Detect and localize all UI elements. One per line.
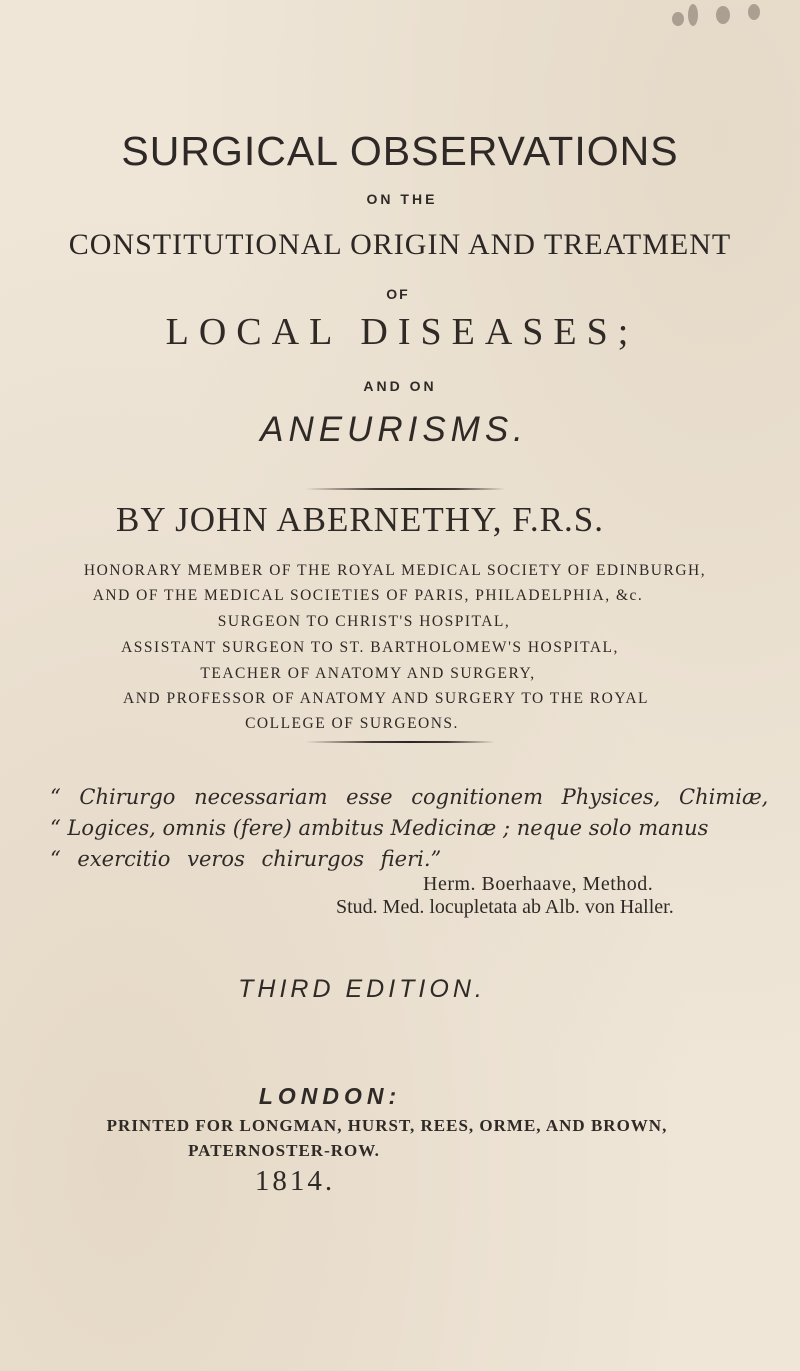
ink-smudge	[688, 4, 698, 26]
subject-aneurisms: ANEURISMS.	[260, 410, 528, 449]
epigraph-attribution: Herm. Boerhaave, Method.	[423, 873, 654, 895]
imprint-year: 1814.	[254, 1165, 336, 1197]
imprint-place: LONDON:	[258, 1083, 402, 1109]
connector-of: OF	[386, 286, 410, 302]
book-title: SURGICAL OBSERVATIONS	[121, 128, 679, 174]
author-byline: BY JOHN ABERNETHY, F.R.S.	[116, 500, 604, 539]
epigraph-attribution: Stud. Med. locupletata ab Alb. von Haller.	[336, 896, 674, 918]
author-credential: HONORARY MEMBER OF THE ROYAL MEDICAL SOCIETY OF EDINBURGH,	[83, 562, 707, 579]
author-credential: SURGEON TO CHRIST'S HOSPITAL,	[217, 613, 511, 630]
ink-smudge	[672, 12, 684, 26]
epigraph-line: “ exercitio veros chirurgos fieri.”	[50, 847, 442, 871]
ink-smudge	[716, 6, 730, 24]
imprint-address: PATERNOSTER-ROW.	[188, 1141, 380, 1160]
author-credential: ASSISTANT SURGEON TO ST. BARTHOLOMEW'S HOSPITAL,	[121, 639, 619, 656]
ornamental-rule-top	[305, 488, 505, 490]
ornamental-rule-bottom	[305, 741, 495, 743]
epigraph-line: “ Logices, omnis (fere) ambitus Medicinæ ; neque solo manus	[50, 816, 709, 840]
author-credential: TEACHER OF ANATOMY AND SURGERY,	[200, 665, 536, 682]
edition-statement: THIRD EDITION.	[238, 975, 486, 1003]
epigraph-line: “ Chirurgo necessariam esse cognitionem Physices, Chimiæ,	[50, 785, 769, 809]
author-credential: AND OF THE MEDICAL SOCIETIES OF PARIS, PHILADELPHIA, &c.	[92, 587, 644, 604]
subject-constitutional: CONSTITUTIONAL ORIGIN AND TREATMENT	[68, 228, 732, 261]
connector-on-the: ON THE	[366, 191, 438, 207]
subject-local-diseases: LOCAL DISEASES;	[165, 311, 639, 353]
author-credential: COLLEGE OF SURGEONS.	[245, 715, 459, 732]
connector-and-on: AND ON	[363, 378, 437, 394]
ink-smudge	[748, 4, 760, 20]
imprint-printer: PRINTED FOR LONGMAN, HURST, REES, ORME, AND BROWN,	[106, 1116, 668, 1135]
author-credential: AND PROFESSOR OF ANATOMY AND SURGERY TO THE ROYAL	[123, 690, 649, 707]
